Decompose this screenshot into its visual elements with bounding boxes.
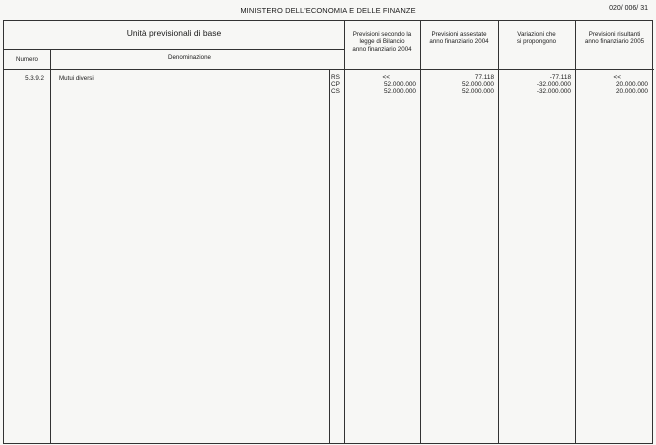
value-prev-risultanti-cs: 20.000.000 (616, 88, 648, 95)
value-variazioni-cs: -32.000.000 (536, 88, 571, 95)
budget-table (3, 20, 653, 444)
ministry-title: MINISTERO DELL'ECONOMIA E DELLE FINANZE (240, 6, 416, 15)
col-header-variazioni-line-2: si propongono (516, 38, 557, 46)
values-prev-risultanti (575, 74, 648, 95)
col-header-prev-bilancio-line-2: legge di Bilancio (359, 38, 405, 46)
divider-header (4, 69, 654, 70)
values-prev-assestate (420, 74, 494, 95)
row-codes (331, 74, 340, 95)
col-header-prev-assestate-line-2: anno finanziario 2004 (429, 38, 489, 46)
col-header-prev-bilancio (344, 31, 420, 53)
col-header-prev-bilancio-line-1: Previsioni secondo la (352, 31, 412, 38)
value-prev-assestate-cp: 52.000.000 (462, 81, 494, 88)
value-prev-risultanti-cp: 20.000.000 (616, 81, 648, 88)
code-rs: RS (331, 74, 340, 81)
values-prev-bilancio (344, 74, 416, 95)
col-header-variazioni-line-1: Variazioni che (517, 31, 556, 38)
row-numero: 5.3.9.2 (25, 75, 44, 82)
value-prev-bilancio-cs: 52.000.000 (384, 88, 416, 95)
value-prev-bilancio-rs: << (382, 74, 390, 81)
col-header-prev-assestate (420, 31, 498, 46)
divider-numero (50, 49, 51, 443)
value-prev-risultanti-rs: << (613, 74, 621, 81)
col-header-prev-risultanti-line-2: anno finanziario 2005 (584, 38, 645, 46)
col-header-denominazione: Denominazione (168, 54, 211, 61)
page-code: 020/ 006/ 31 (609, 5, 648, 12)
col-header-numero: Numero (15, 56, 38, 63)
value-variazioni-cp: -32.000.000 (536, 81, 571, 88)
code-cp: CP (331, 81, 340, 88)
col-header-prev-risultanti (575, 31, 654, 46)
col-header-prev-assestate-line-1: Previsioni assestate (431, 31, 487, 38)
upb-title: Unità previsionali di base (126, 28, 222, 38)
col-header-prev-risultanti-line-1: Previsioni risultanti (588, 31, 641, 38)
value-prev-bilancio-cp: 52.000.000 (384, 81, 416, 88)
divider-codes (329, 69, 330, 443)
code-cs: CS (331, 88, 340, 95)
value-prev-assestate-cs: 52.000.000 (462, 88, 494, 95)
values-variazioni (498, 74, 571, 95)
value-prev-assestate-rs: 77.118 (474, 74, 494, 81)
col-header-prev-bilancio-line-3: anno finanziario 2004 (352, 45, 412, 53)
row-denominazione: Mutui diversi (59, 75, 94, 82)
value-variazioni-rs: -77.118 (549, 74, 571, 81)
col-header-variazioni (498, 31, 575, 46)
divider-upb-title (4, 49, 344, 50)
